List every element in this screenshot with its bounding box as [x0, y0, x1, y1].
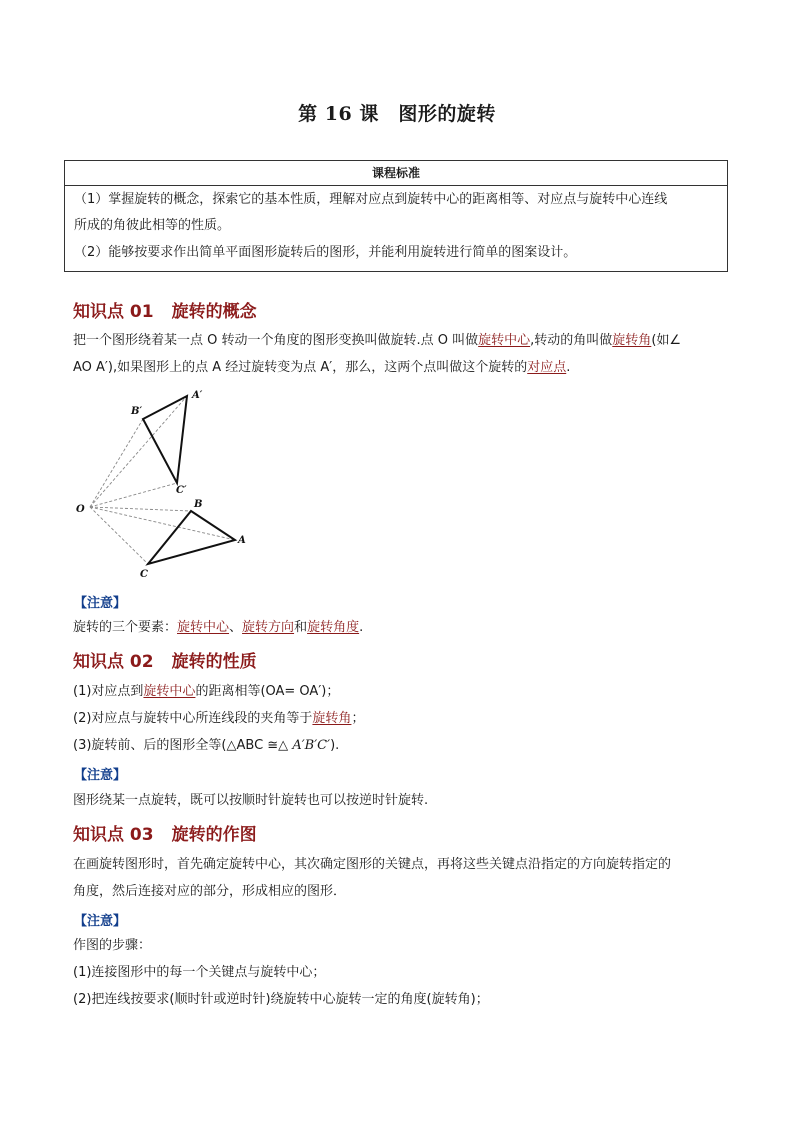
kp2-number: 知识点 02: [73, 652, 154, 672]
label-c: C: [140, 569, 148, 580]
kp3-steps-title: 作图的步骤：: [73, 938, 152, 953]
kp1-paragraph-line-2: AO A′),如果图形上的点 A 经过旋转变为点 A′，那么，这两个点叫做这个旋转的对应点.: [73, 360, 571, 375]
kp2-property-2: (2)对应点与旋转中心所连线段的夹角等于旋转角；: [73, 711, 365, 726]
triangle-abc: [148, 511, 235, 564]
kp1-number: 知识点 01: [73, 302, 154, 322]
rotation-figure: [70, 386, 260, 586]
kp1-heading: [73, 297, 257, 322]
kp3-step-1: (1)连接图形中的每一个关键点与旋转中心；: [73, 965, 326, 980]
kp2-note-label: 【注意】: [74, 768, 127, 783]
dashed-line-o-b1: [90, 419, 143, 507]
dashed-line-o-c: [90, 507, 148, 564]
curriculum-standard-box: [64, 160, 728, 272]
kp3-title: 旋转的作图: [171, 825, 257, 845]
dashed-line-o-c1: [90, 483, 177, 507]
standard-line-3: （2）能够按要求作出简单平面图形旋转后的图形，并能利用旋转进行简单的图案设计。: [74, 245, 577, 260]
label-b: B: [194, 499, 203, 510]
term-rotation-angle: 旋转角: [612, 333, 652, 348]
kp1-note-label: 【注意】: [74, 596, 127, 611]
kp3-note-label: 【注意】: [74, 914, 127, 929]
label-a1: A′: [192, 390, 203, 401]
label-c1: C′: [176, 485, 187, 496]
triangle-a1b1c1: [143, 396, 187, 483]
label-o: O: [76, 504, 85, 515]
page-title: 第 16 课 图形的旋转: [298, 103, 496, 125]
kp3-paragraph-line-1: 在画旋转图形时，首先确定旋转中心，其次确定图形的关键点，再将这些关键点沿指定的方向旋转指定的: [73, 857, 672, 872]
kp3-number: 知识点 03: [73, 825, 154, 845]
kp1-paragraph-line-1: 把一个图形绕着某一点 O 转动一个角度的图形变换叫做旋转.点 O 叫做旋转中心,转动的角叫做旋转角(如∠: [73, 333, 682, 348]
kp1-note-text: 旋转的三个要素：旋转中心、旋转方向和旋转角度.: [73, 620, 364, 635]
kp2-heading: [73, 647, 257, 672]
kp2-property-3: (3)旋转前、后的图形全等(△ABC ≅△ A′B′C′).: [73, 738, 340, 753]
kp3-paragraph-line-2: 角度，然后连接对应的部分，形成相应的图形．: [73, 884, 347, 899]
term-corresponding-points: 对应点: [527, 360, 567, 375]
kp1-title: 旋转的概念: [171, 302, 257, 322]
standard-line-1: （1）掌握旋转的概念，探索它的基本性质，理解对应点到旋转中心的距离相等、对应点与旋转中心连线: [74, 192, 668, 207]
standard-line-2: 所成的角彼此相等的性质。: [74, 218, 231, 233]
kp2-title: 旋转的性质: [171, 652, 257, 672]
dashed-line-o-a: [90, 507, 235, 540]
standard-heading: 课程标准: [65, 161, 727, 186]
term-rotation-center: 旋转中心: [478, 333, 531, 348]
label-b1: B′: [131, 406, 143, 417]
label-a: A: [238, 535, 246, 546]
kp3-step-2: (2)把连线按要求(顺时针或逆时针)绕旋转中心旋转一定的角度(旋转角)；: [73, 992, 489, 1007]
kp2-property-1: (1)对应点到旋转中心的距离相等(OA= OA′)；: [73, 684, 340, 699]
kp2-note-text: 图形绕某一点旋转，既可以按顺时针旋转也可以按逆时针旋转.: [73, 793, 429, 808]
kp3-heading: [73, 820, 257, 845]
